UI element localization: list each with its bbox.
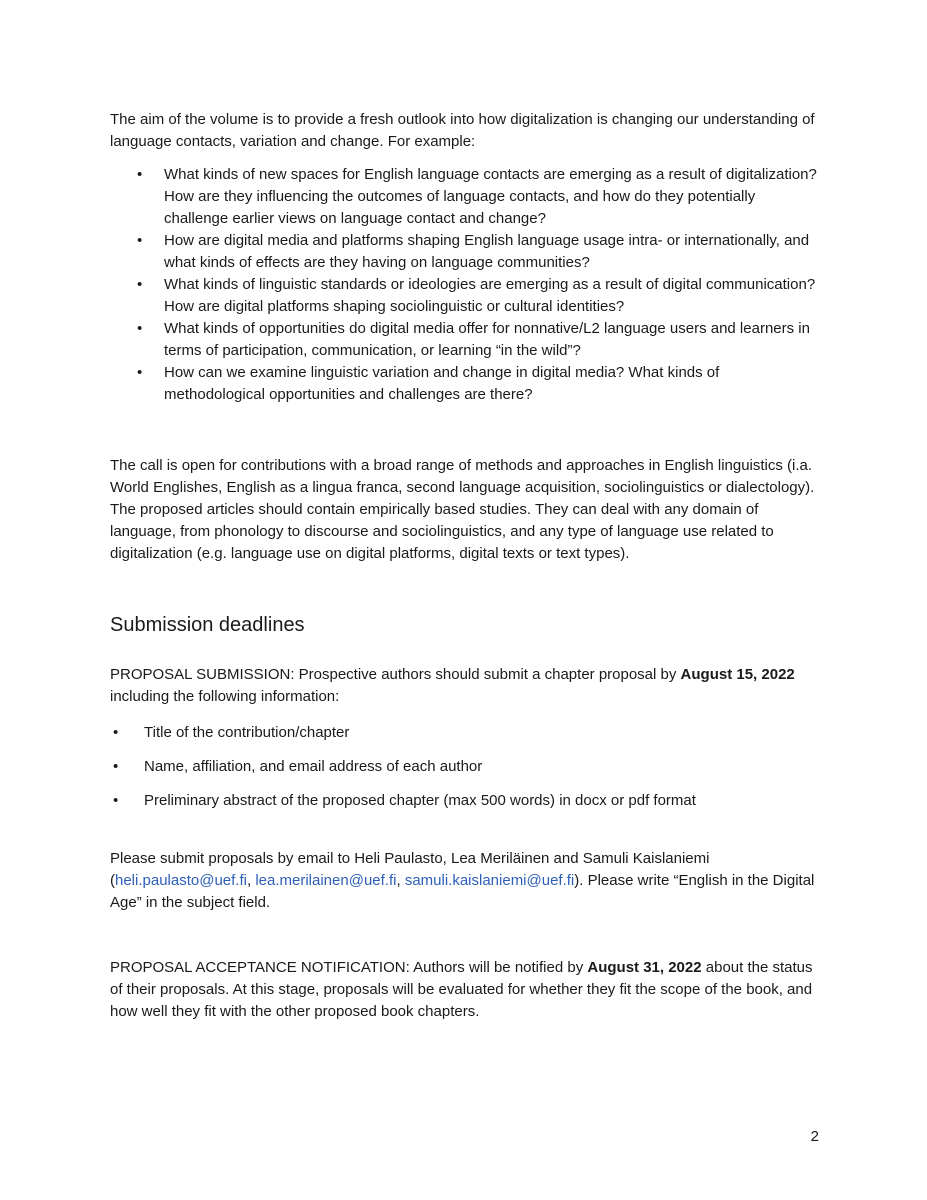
list-item [137, 318, 822, 362]
info-item-text: Title of the contribution/chapter [144, 724, 350, 741]
email-link-heli[interactable]: heli.paulasto@uef.fi [115, 872, 247, 889]
list-item [137, 274, 822, 318]
question-text: How are digital media and platforms shaping English language usage intra- or internationally, and what kinds of effects are they having on language communities? [164, 232, 810, 271]
question-list [110, 164, 822, 406]
intro-paragraph: The aim of the volume is to provide a fresh outlook into how digitalization is changing our understanding of language contacts, variation and change. For example: [110, 111, 815, 150]
list-item [113, 790, 822, 812]
proposal-tail: including the following information: [110, 688, 340, 705]
bullet-icon: • [113, 758, 119, 775]
bullet-icon: • [113, 724, 119, 741]
email-link-lea[interactable]: lea.merilainen@uef.fi [255, 872, 397, 889]
section-heading: Submission deadlines [110, 614, 305, 636]
question-text: What kinds of new spaces for English language contacts are emerging as a result of digitalization? How are they influencing the outcomes of language contacts, and how do they potentially challenge earlier views on language contact and change? [164, 166, 817, 227]
document-page [110, 109, 822, 1023]
info-list [110, 722, 822, 812]
list-item [137, 362, 822, 406]
list-item [113, 756, 822, 778]
submit-lead: Please submit proposals by email to Heli Paulasto, Lea Meriläinen and Samuli Kaislaniemi ( [110, 850, 710, 889]
proposal-deadline: August 15, 2022 [680, 666, 795, 683]
acceptance-lead: PROPOSAL ACCEPTANCE NOTIFICATION: Authors will be notified by [110, 959, 588, 976]
info-item-text: Preliminary abstract of the proposed chapter (max 500 words) in docx or pdf format [144, 792, 696, 809]
info-item-text: Name, affiliation, and email address of each author [144, 758, 483, 775]
acceptance-tail: about the status of their proposals. At this stage, proposals will be evaluated for whether they fit the scope of the book, and how well they fit with the other proposed book chapters. [110, 959, 813, 1020]
email-separator: , [396, 872, 405, 889]
acceptance-paragraph [110, 957, 822, 1023]
bullet-icon: • [137, 166, 143, 183]
bullet-icon: • [137, 232, 143, 249]
list-item [137, 230, 822, 274]
proposal-lead: PROPOSAL SUBMISSION: Prospective authors should submit a chapter proposal by [110, 666, 681, 683]
submit-paragraph [110, 848, 822, 914]
bullet-icon: • [137, 320, 143, 337]
proposal-paragraph [110, 664, 822, 708]
question-text: What kinds of opportunities do digital media offer for nonnative/L2 language users and learners in terms of participation, communication, or learning “in the wild”? [164, 320, 810, 359]
email-link-samuli[interactable]: samuli.kaislaniemi@uef.fi [404, 872, 575, 889]
acceptance-deadline: August 31, 2022 [587, 959, 702, 976]
call-paragraph: The call is open for contributions with a broad range of methods and approaches in English linguistics (i.a. World Englishes, English as a lingua franca, second language acquisition, sociolinguistics or dialectology). The proposed articles should contain empirically based studies. They can deal with any domain of language, from phonology to discourse and sociolinguistics, and any type of language use related to digitalization (e.g. language use on digital platforms, digital texts or text types). [110, 457, 815, 562]
question-text: What kinds of linguistic standards or ideologies are emerging as a result of digital communication? How are digital platforms shaping sociolinguistic or cultural identities? [164, 276, 816, 315]
list-item [137, 164, 822, 230]
bullet-icon: • [113, 792, 119, 809]
bullet-icon: • [137, 364, 143, 381]
list-item [113, 722, 822, 744]
email-separator: , [246, 872, 256, 889]
submit-tail: ). Please write “English in the Digital Age” in the subject field. [110, 872, 815, 911]
question-text: How can we examine linguistic variation and change in digital media? What kinds of methodological opportunities and challenges are there? [164, 364, 720, 403]
bullet-icon: • [137, 276, 143, 293]
page-number: 2 [810, 1128, 819, 1145]
